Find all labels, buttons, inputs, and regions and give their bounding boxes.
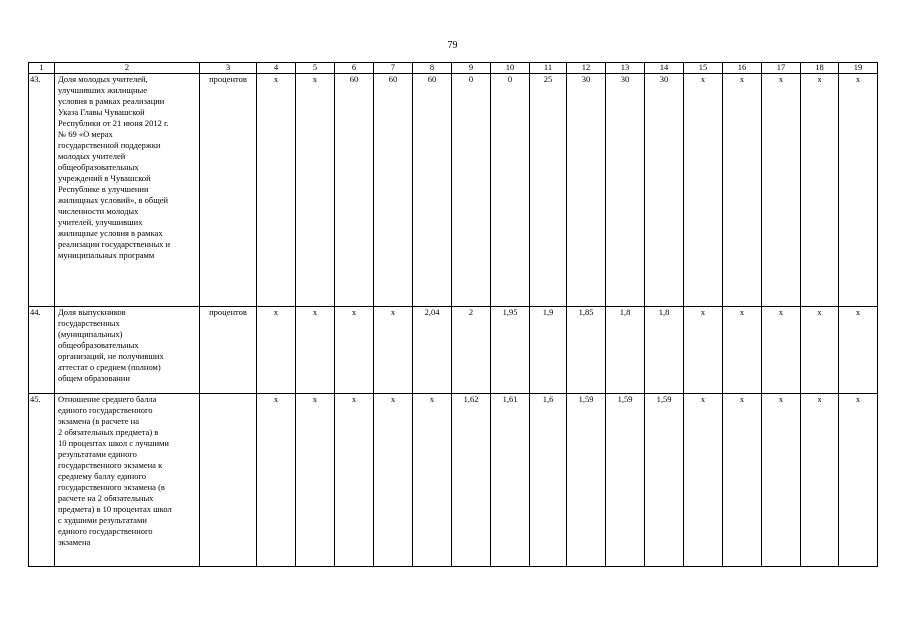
value-cell: 60 bbox=[335, 74, 374, 307]
table-row-45 bbox=[29, 394, 878, 567]
column-number: 3 bbox=[200, 63, 257, 74]
value-cell: x bbox=[839, 74, 878, 307]
value-cell: x bbox=[684, 394, 723, 567]
value-cell: 1,9 bbox=[530, 307, 567, 394]
value-cell: x bbox=[374, 394, 413, 567]
page-number: 79 bbox=[447, 40, 458, 51]
value-cell: 1,8 bbox=[606, 307, 645, 394]
indicators-table bbox=[28, 62, 878, 567]
column-number: 16 bbox=[723, 63, 762, 74]
value-cell: 1,85 bbox=[567, 307, 606, 394]
column-number: 5 bbox=[296, 63, 335, 74]
value-cell: x bbox=[296, 394, 335, 567]
column-number: 12 bbox=[567, 63, 606, 74]
value-cell: 1,6 bbox=[530, 394, 567, 567]
value-cell: x bbox=[762, 307, 801, 394]
value-cell: 1,59 bbox=[645, 394, 684, 567]
column-number: 2 bbox=[55, 63, 200, 74]
value-cell: x bbox=[723, 307, 762, 394]
column-number: 6 bbox=[335, 63, 374, 74]
column-number: 9 bbox=[452, 63, 491, 74]
value-cell: x bbox=[801, 307, 839, 394]
value-cell: 2,04 bbox=[413, 307, 452, 394]
value-cell: 1,61 bbox=[491, 394, 530, 567]
column-number: 17 bbox=[762, 63, 801, 74]
value-cell: 30 bbox=[645, 74, 684, 307]
table-row-43 bbox=[29, 74, 878, 307]
value-cell: 1,59 bbox=[606, 394, 645, 567]
unit-cell bbox=[200, 394, 257, 567]
table-row-44 bbox=[29, 307, 878, 394]
column-number: 15 bbox=[684, 63, 723, 74]
unit-cell: процентов bbox=[200, 307, 257, 394]
value-cell: x bbox=[762, 74, 801, 307]
value-cell: x bbox=[839, 307, 878, 394]
value-cell: x bbox=[374, 307, 413, 394]
value-cell: x bbox=[257, 307, 296, 394]
value-cell: 0 bbox=[452, 74, 491, 307]
value-cell: 1,62 bbox=[452, 394, 491, 567]
value-cell: x bbox=[413, 394, 452, 567]
value-cell: x bbox=[801, 74, 839, 307]
column-number: 8 bbox=[413, 63, 452, 74]
value-cell: x bbox=[257, 74, 296, 307]
row-number: 43. bbox=[29, 74, 55, 307]
value-cell: x bbox=[762, 394, 801, 567]
value-cell: 1,59 bbox=[567, 394, 606, 567]
column-number: 7 bbox=[374, 63, 413, 74]
value-cell: x bbox=[335, 394, 374, 567]
column-number: 14 bbox=[645, 63, 684, 74]
column-number-row bbox=[29, 63, 878, 74]
value-cell: 2 bbox=[452, 307, 491, 394]
value-cell: 30 bbox=[567, 74, 606, 307]
column-number: 11 bbox=[530, 63, 567, 74]
indicator-name: Доля выпускников государственных (муниципальных) общеобразовательных организаций, не получивших аттестат о среднем (полном) общем образовании bbox=[55, 307, 200, 394]
value-cell: 60 bbox=[413, 74, 452, 307]
column-number: 19 bbox=[839, 63, 878, 74]
unit-cell: процентов bbox=[200, 74, 257, 307]
column-number: 13 bbox=[606, 63, 645, 74]
indicator-name: Доля молодых учителей, улучшивших жилищные условия в рамках реализации Указа Главы Чувашской Республики от 21 июня 2012 г. № 69 «О мерах государственной поддержки молодых учителей общеобразовательных учреждений в Чувашской Республике в улучшении жилищных условий», в общей численности молодых учителей, улучшивших жилищные условия в рамках реализации государственных и муниципальных программ bbox=[55, 74, 200, 307]
value-cell: 1,95 bbox=[491, 307, 530, 394]
column-number: 4 bbox=[257, 63, 296, 74]
value-cell: x bbox=[684, 74, 723, 307]
row-number: 44. bbox=[29, 307, 55, 394]
value-cell: 0 bbox=[491, 74, 530, 307]
indicator-name: Отношение среднего балла единого государственного экзамена (в расчете на 2 обязательных предмета) в 10 процентах школ с лучшими результатами единого государственного экзамена к среднему баллу единого государственного экзамена (в расчете на 2 обязательных предмета) в 10 процентах школ с худшими результатами единого государственного экзамена bbox=[55, 394, 200, 567]
row-number: 45. bbox=[29, 394, 55, 567]
column-number: 1 bbox=[29, 63, 55, 74]
value-cell: 60 bbox=[374, 74, 413, 307]
value-cell: x bbox=[839, 394, 878, 567]
column-number: 18 bbox=[801, 63, 839, 74]
value-cell: x bbox=[801, 394, 839, 567]
value-cell: x bbox=[296, 307, 335, 394]
value-cell: x bbox=[723, 394, 762, 567]
value-cell: x bbox=[335, 307, 374, 394]
value-cell: 1,8 bbox=[645, 307, 684, 394]
value-cell: x bbox=[684, 307, 723, 394]
value-cell: 30 bbox=[606, 74, 645, 307]
value-cell: 25 bbox=[530, 74, 567, 307]
column-number: 10 bbox=[491, 63, 530, 74]
value-cell: x bbox=[723, 74, 762, 307]
value-cell: x bbox=[296, 74, 335, 307]
value-cell: x bbox=[257, 394, 296, 567]
